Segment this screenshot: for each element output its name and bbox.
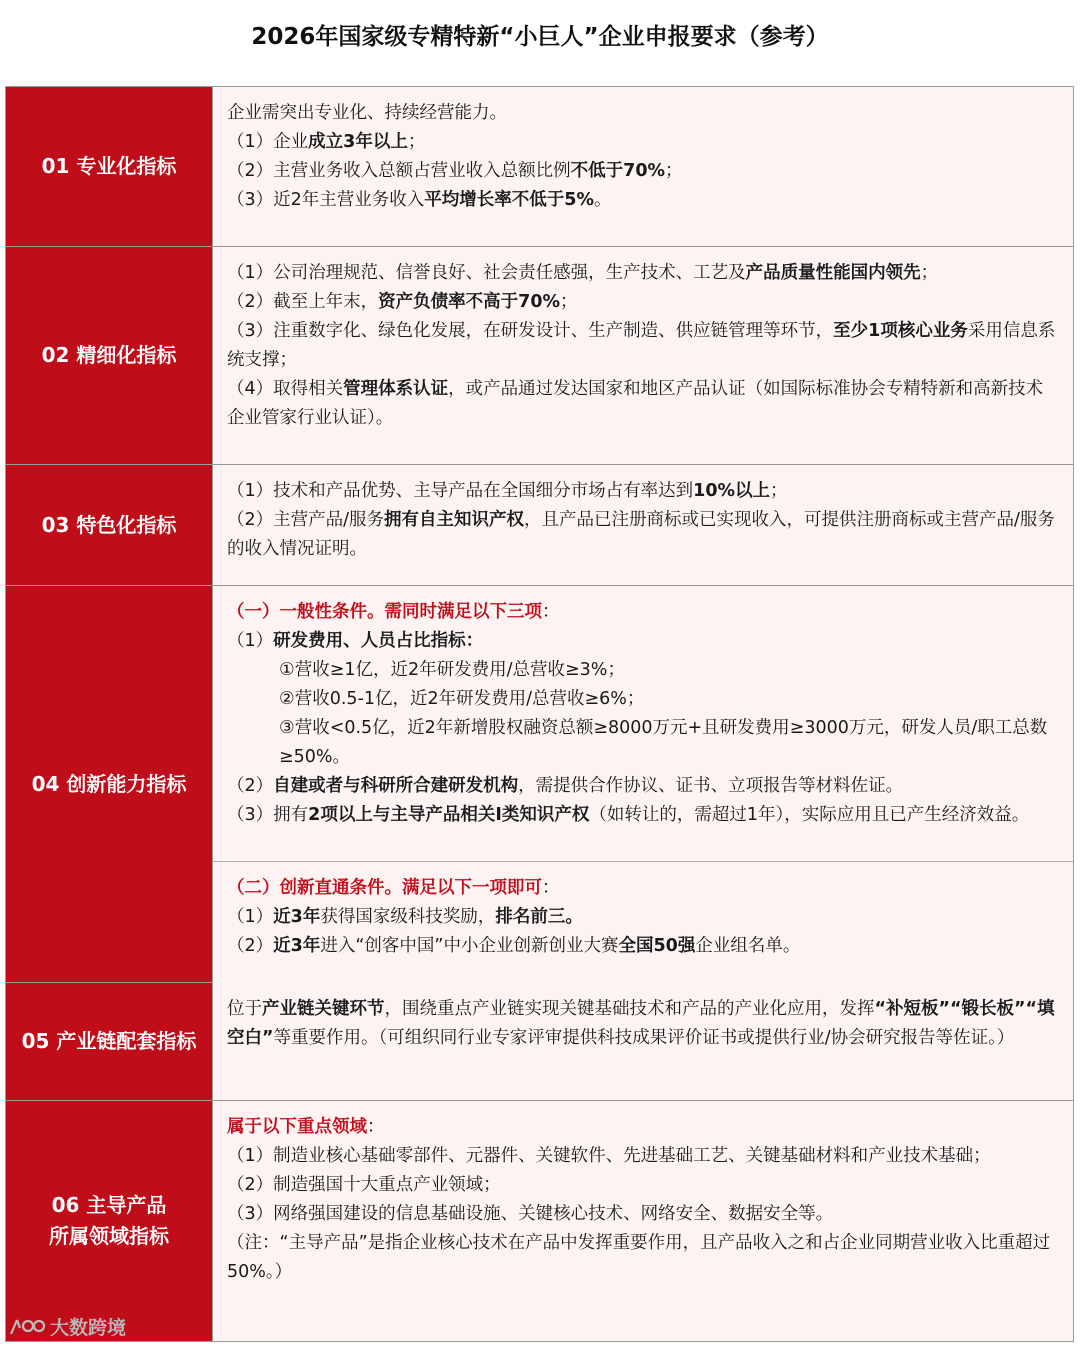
table-row (6, 465, 1073, 586)
text-segment: 等重要作用。（可组织同行业专家评审提供科技成果评价证书或提供行业/协会研究报告等佐证。） (273, 1028, 1015, 1048)
content-line (227, 186, 1059, 215)
row-content (213, 983, 1073, 1100)
row-label (6, 1101, 213, 1341)
text-segment: （4）取得相关 (227, 379, 344, 399)
content-line (227, 598, 1059, 627)
section-heading: （二）创新直通条件。满足以下一项即可 (227, 878, 542, 898)
row-label-line: 06 主导产品 (51, 1193, 167, 1217)
content-line (227, 1200, 1059, 1229)
row-label: 02 精细化指标 (6, 247, 213, 464)
text-segment: （1） (227, 907, 274, 927)
bold-text: 排名前三。 (495, 907, 583, 927)
content-line (227, 685, 1059, 714)
bold-text: 成立3年以上 (308, 132, 408, 152)
content-block (213, 465, 1073, 585)
bold-text: 10%以上 (693, 481, 771, 501)
text-segment: 获得国家级科技奖励， (320, 907, 496, 927)
text-segment: 企业需突出专业化、持续经营能力。 (227, 103, 507, 123)
content-line (227, 259, 1059, 288)
bold-text: 产品质量性能国内领先 (745, 263, 921, 283)
bold-text: 全国50强 (618, 936, 696, 956)
bold-text: 产业链关键环节 (262, 999, 385, 1019)
content-block (213, 983, 1073, 1100)
row-label: 01 专业化指标 (6, 87, 213, 246)
text-segment: （1）公司治理规范、信誉良好、社会责任感强，生产技术、工艺及 (227, 263, 746, 283)
text-segment: （3）注重数字化、绿色化发展，在研发设计、生产制造、供应链管理等环节， (227, 321, 834, 341)
text-segment: ，或产品通过发达国家和地区产品认证（如国际标准协会专精特新和高新技术企业管家行业认证）。 (227, 379, 1044, 428)
bold-text: 不低于70% (570, 161, 666, 181)
bold-text: 资产负债率不高于70% (378, 292, 561, 312)
row-content (213, 465, 1073, 585)
content-block (213, 1101, 1073, 1341)
bold-text: “补短板”“锻长板”“填空白” (227, 999, 1055, 1048)
text-segment: ③营收<0.5亿，近2年新增股权融资总额≥8000万元+且研发费用≥3000万元，研发人员/职工总数≥50%。 (279, 718, 1048, 767)
text-segment: （注：“主导产品”是指企业核心技术在产品中发挥重要作用，且产品收入之和占企业同期营业收入比重超过50%。） (227, 1233, 1051, 1282)
text-segment: ； (407, 132, 426, 152)
content-line (227, 99, 1059, 128)
text-segment: （2）截至上年末， (227, 292, 379, 312)
content-block (213, 87, 1073, 246)
row-label: 05 产业链配套指标 (6, 983, 213, 1100)
content-line (227, 506, 1059, 564)
bold-text: 管理体系认证 (343, 379, 449, 399)
content-line (227, 772, 1059, 801)
table-row (6, 1101, 1073, 1341)
text-segment: （2）主营业务收入总额占营业收入总额比例 (227, 161, 571, 181)
content-line (227, 801, 1059, 830)
text-segment: （1） (227, 631, 274, 651)
content-line (227, 903, 1059, 932)
text-segment: ，需提供合作协议、证书、立项报告等材料佐证。 (518, 776, 904, 796)
content-line (227, 995, 1059, 1053)
section-heading: 属于以下重点领域 (227, 1117, 367, 1137)
page-title: 2026年国家级专精特新“小巨人”企业申报要求（参考） (251, 24, 829, 50)
text-segment: 企业组名单。 (695, 936, 801, 956)
content-block (213, 247, 1073, 464)
table-row (6, 983, 1073, 1101)
content-line (227, 932, 1059, 961)
text-segment: （3）拥有 (227, 805, 309, 825)
text-segment: ： (542, 602, 560, 622)
section-heading: （一）一般性条件。需同时满足以下三项 (227, 602, 542, 622)
row-content (213, 1101, 1073, 1341)
bold-text: 拥有自主知识产权 (384, 510, 525, 530)
text-segment: ； (665, 161, 683, 181)
content-line (227, 375, 1059, 433)
text-segment: ①营收≥1亿，近2年研发费用/总营收≥3%； (279, 660, 625, 680)
row-content (213, 87, 1073, 246)
row-content (213, 247, 1073, 464)
text-segment: ②营收0.5-1亿，近2年研发费用/总营收≥6%； (279, 689, 645, 709)
content-line (227, 477, 1059, 506)
table-row (6, 586, 1073, 983)
table-row (6, 87, 1073, 247)
text-segment: （1）技术和产品优势、主导产品在全国细分市场占有率达到 (227, 481, 694, 501)
text-segment: 位于 (227, 999, 262, 1019)
content-line (227, 714, 1059, 772)
text-segment: 采用信息系统支撑； (227, 321, 1056, 370)
text-segment: ： (542, 878, 560, 898)
content-line (227, 317, 1059, 375)
text-segment: ，围绕重点产业链实现关键基础技术和产品的产业化应用，发挥 (384, 999, 875, 1019)
bold-text: 2项以上与主导产品相关Ⅰ类知识产权 (308, 805, 590, 825)
watermark-text: 大数跨境 (50, 1317, 127, 1339)
bold-text: 至少1项核心业务 (833, 321, 968, 341)
text-segment: （2） (227, 936, 274, 956)
bold-text: 研发费用、人员占比指标： (273, 631, 484, 651)
row-content (213, 586, 1073, 982)
text-segment: 进入“创客中国”中小企业创新创业大赛 (320, 936, 619, 956)
content-line (227, 656, 1059, 685)
row-label: 04 创新能力指标 (6, 586, 213, 982)
text-segment: ，且产品已注册商标或已实现收入，可提供注册商标或主营产品/服务的收入情况证明。 (227, 510, 1055, 559)
text-segment: ； (560, 292, 578, 312)
text-segment: （1）企业 (227, 132, 309, 152)
table-row (6, 247, 1073, 465)
content-line (227, 1229, 1059, 1287)
content-line (227, 627, 1059, 656)
brand-logo-icon (8, 1316, 46, 1338)
bold-text: 平均增长率不低于5% (424, 190, 594, 210)
content-line (227, 157, 1059, 186)
bold-text: 近3年 (273, 936, 321, 956)
content-line (227, 1113, 1059, 1142)
content-line (227, 288, 1059, 317)
text-segment: （3）近2年主营业务收入 (227, 190, 425, 210)
text-segment: 。 (594, 190, 612, 210)
watermark (8, 1313, 126, 1340)
text-segment: （2）主营产品/服务 (227, 510, 385, 530)
row-label-line: 所属领域指标 (49, 1224, 169, 1248)
text-segment: ； (770, 481, 788, 501)
text-segment: ； (920, 263, 939, 283)
row-label: 03 特色化指标 (6, 465, 213, 585)
content-block (213, 586, 1073, 861)
content-line (227, 1142, 1059, 1171)
text-segment: （如转让的，需超过1年），实际应用且已产生经济效益。 (589, 805, 1030, 825)
content-block (213, 861, 1073, 983)
text-segment: （2）制造强国十大重点产业领域； (227, 1175, 501, 1195)
text-segment: （3）网络强国建设的信息基础设施、关键核心技术、网络安全、数据安全等。 (227, 1204, 834, 1224)
requirements-table (5, 86, 1074, 1342)
content-line (227, 874, 1059, 903)
bold-text: 近3年 (273, 907, 321, 927)
content-line (227, 1171, 1059, 1200)
text-segment: （2） (227, 776, 274, 796)
bold-text: 自建或者与科研所合建研发机构 (273, 776, 519, 796)
content-line (227, 128, 1059, 157)
text-segment: ： (367, 1117, 385, 1137)
text-segment: （1）制造业核心基础零部件、元器件、关键软件、先进基础工艺、关键基础材料和产业技术基础； (227, 1146, 991, 1166)
